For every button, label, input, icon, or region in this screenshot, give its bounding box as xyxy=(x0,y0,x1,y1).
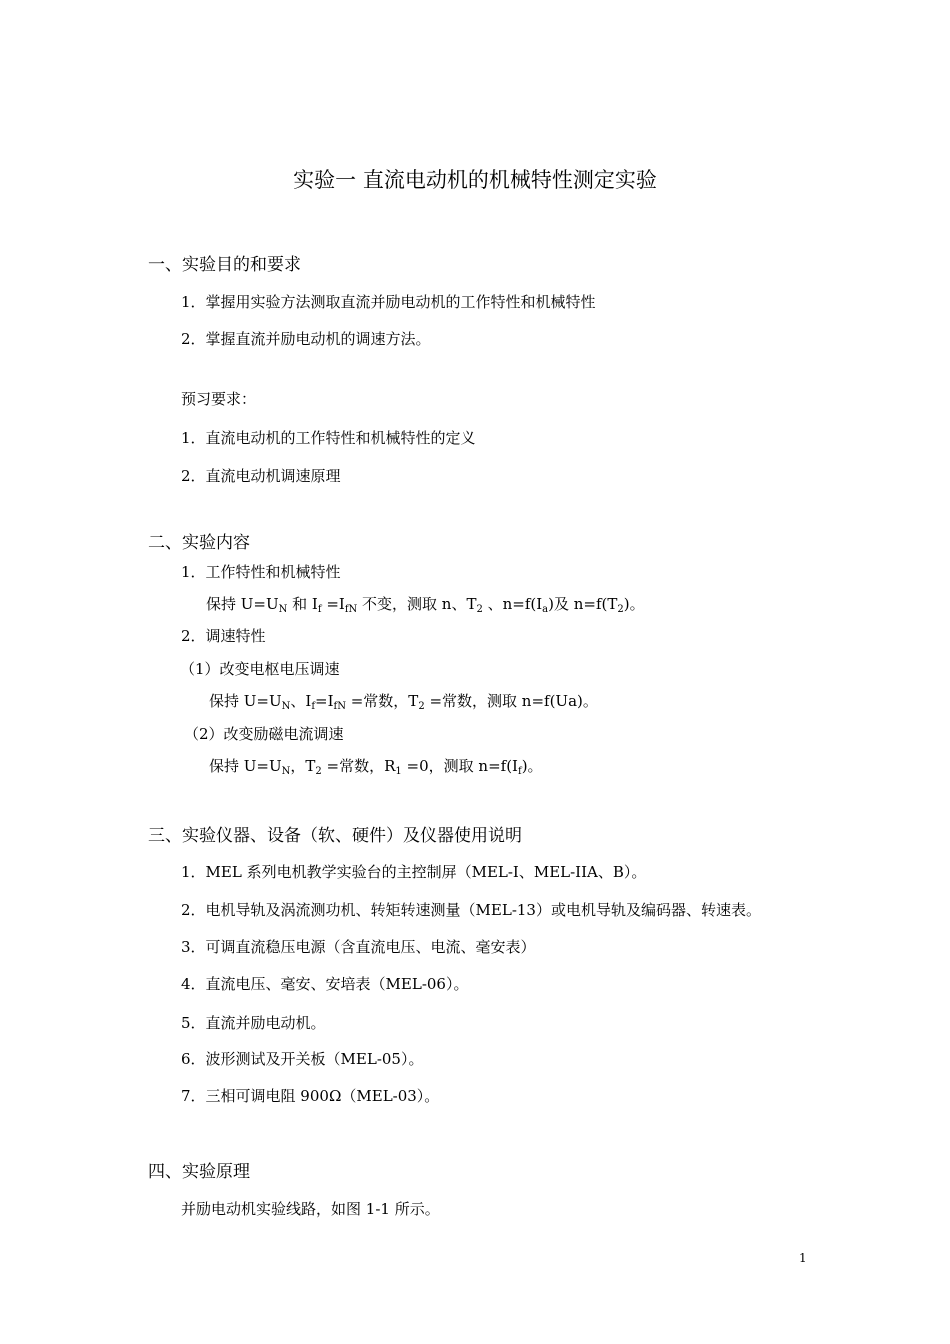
sec4-body: 并励电动机实验线路，如图 1-1 所示。 xyxy=(181,1200,440,1218)
cond-text: =I xyxy=(321,595,345,613)
section-1-number: 一、 xyxy=(148,255,182,275)
cond-text: 和 I xyxy=(287,595,318,613)
sec3-item-1: 1．MEL 系列电机教学实验台的主控制屏（MEL-I、MEL-IIA、B）。 xyxy=(181,863,647,881)
sec1-item-2: 2．掌握直流并励电动机的调速方法。 xyxy=(181,330,431,348)
cond-text: 保持 U=U xyxy=(209,757,282,775)
cond-subscript: fN xyxy=(333,701,346,712)
prep-item-2: 2．直流电动机调速原理 xyxy=(181,467,341,485)
sec3-item-7: 7．三相可调电阻 900Ω（MEL-03）。 xyxy=(181,1087,440,1105)
cond-subscript: N xyxy=(278,604,288,615)
sec3-item-2: 2．电机导轨及涡流测功机、转矩转速测量（MEL-13）或电机导轨及编码器、转速表。 xyxy=(181,901,761,919)
cond-text: )。 xyxy=(521,757,543,775)
sec3-item-6: 6．波形测试及开关板（MEL-05）。 xyxy=(181,1050,424,1068)
section-2-number: 二、 xyxy=(148,533,182,553)
sec3-item-3: 3．可调直流稳压电源（含直流电压、电流、毫安表） xyxy=(181,938,536,956)
page-title: 实验一 直流电动机的机械特性测定实验 xyxy=(293,168,657,192)
sec2-sub-2-condition xyxy=(209,755,543,776)
cond-text: =常数，测取 n=f(Ua)。 xyxy=(424,692,598,710)
sec2-sub-1: （1）改变电枢电压调速 xyxy=(180,660,340,678)
cond-subscript: a xyxy=(542,604,549,615)
cond-text: 保持 U=U xyxy=(206,595,279,613)
cond-subscript: N xyxy=(281,766,291,777)
sec2-item-1-condition xyxy=(206,593,645,614)
cond-subscript: fN xyxy=(344,604,358,615)
sec2-item-1: 1．工作特性和机械特性 xyxy=(181,563,341,581)
cond-text: =常数，R xyxy=(321,757,396,775)
cond-text: =0，测取 n=f(I xyxy=(401,757,518,775)
sec2-sub-1-condition xyxy=(209,690,598,711)
prep-label: 预习要求： xyxy=(181,390,257,408)
section-4-number: 四、 xyxy=(148,1162,182,1182)
cond-subscript: 2 xyxy=(476,604,483,615)
section-2-heading xyxy=(148,528,250,553)
section-1-heading xyxy=(148,250,301,275)
cond-subscript: 1 xyxy=(395,766,402,777)
sec1-item-1: 1．掌握用实验方法测取直流并励电动机的工作特性和机械特性 xyxy=(181,293,596,311)
cond-subscript: f xyxy=(311,701,316,712)
cond-text: )及 n=f(T xyxy=(548,595,618,613)
sec2-item-2: 2．调速特性 xyxy=(181,627,266,645)
cond-text: 保持 U=U xyxy=(209,692,282,710)
cond-text: =I xyxy=(315,692,334,710)
sec3-item-5: 5．直流并励电动机。 xyxy=(181,1014,326,1032)
cond-text: )。 xyxy=(623,595,645,613)
prep-item-1: 1．直流电动机的工作特性和机械特性的定义 xyxy=(181,429,476,447)
cond-subscript: f xyxy=(317,604,322,615)
section-3-heading xyxy=(148,821,522,846)
section-2-title: 实验内容 xyxy=(182,533,250,553)
section-3-number: 三、 xyxy=(148,826,182,846)
cond-text: 、I xyxy=(290,692,312,710)
page-number: 1 xyxy=(799,1251,807,1265)
cond-subscript: 2 xyxy=(617,604,624,615)
cond-text: 不变，测取 n、T xyxy=(357,595,477,613)
section-4-heading xyxy=(148,1157,250,1182)
cond-subscript: 2 xyxy=(315,766,322,777)
section-4-title: 实验原理 xyxy=(182,1162,250,1182)
cond-subscript: N xyxy=(281,701,291,712)
cond-text: =常数，T xyxy=(345,692,419,710)
cond-text: ，T xyxy=(290,757,316,775)
section-3-title: 实验仪器、设备（软、硬件）及仪器使用说明 xyxy=(182,826,522,846)
section-1-title: 实验目的和要求 xyxy=(182,255,301,275)
cond-subscript: 2 xyxy=(418,701,425,712)
cond-text: 、n=f(I xyxy=(482,595,543,613)
sec3-item-4: 4．直流电压、毫安、安培表（MEL-06）。 xyxy=(181,975,469,993)
sec2-sub-2: （2）改变励磁电流调速 xyxy=(184,725,344,743)
cond-subscript: f xyxy=(518,766,522,777)
